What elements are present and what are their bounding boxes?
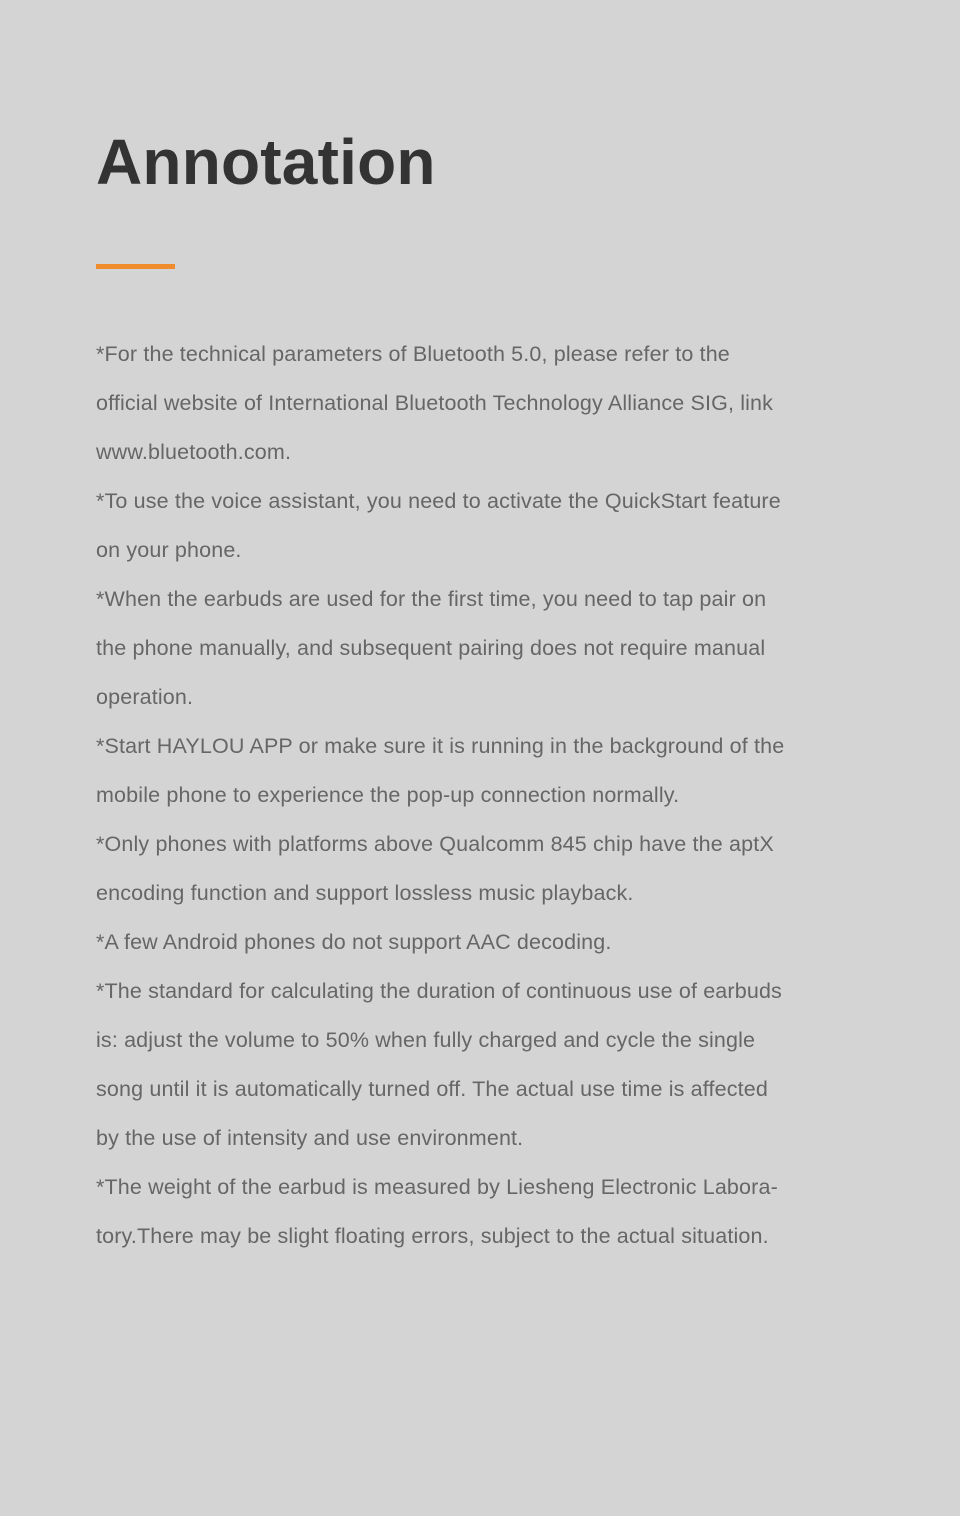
title-accent-divider xyxy=(96,264,175,269)
note-usage-duration-standard: *The standard for calculating the duration of continuous use of earbuds is: adjust the volume to 50% when fully charged and cycle the single song until it is automatically turned off. The actual use time is affected by the use of intensity and use environment. xyxy=(96,979,782,1150)
note-first-pairing: *When the earbuds are used for the first time, you need to tap pair on the phone manually, and subsequent pairing does not require manual operation. xyxy=(96,587,767,709)
page-title: Annotation xyxy=(96,126,436,198)
note-bluetooth-parameters: *For the technical parameters of Bluetooth 5.0, please refer to the official website of International Bluetooth Technology Alliance SIG, link www.bluetooth.com. xyxy=(96,342,774,464)
note-earbud-weight: *The weight of the earbud is measured by Liesheng Electronic Labora- tory.There may be slight floating errors, subject to the actual situation. xyxy=(96,1175,778,1248)
note-aac-decoding: *A few Android phones do not support AAC decoding. xyxy=(96,930,612,954)
annotation-notes-list xyxy=(96,330,876,1261)
note-voice-assistant: *To use the voice assistant, you need to activate the QuickStart feature on your phone. xyxy=(96,489,781,562)
note-haylou-app: *Start HAYLOU APP or make sure it is running in the background of the mobile phone to experience the pop-up connection normally. xyxy=(96,734,785,807)
note-aptx-support: *Only phones with platforms above Qualcomm 845 chip have the aptX encoding function and support lossless music playback. xyxy=(96,832,774,905)
